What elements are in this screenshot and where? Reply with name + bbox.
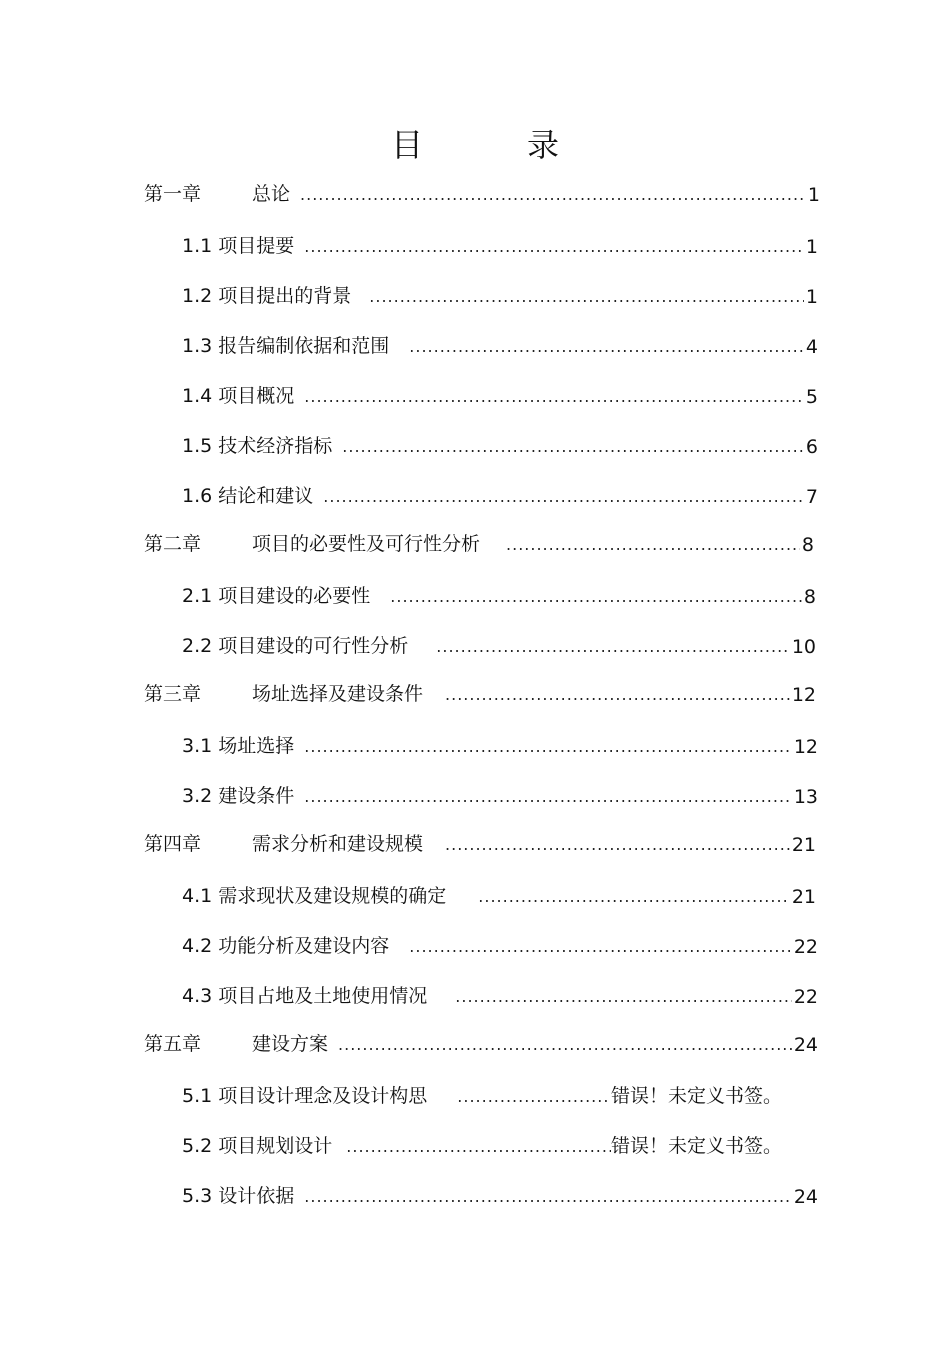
page-number: 24 [793, 1034, 818, 1056]
dot-leader [457, 1086, 611, 1108]
dot-leader [369, 286, 804, 308]
dot-leader [304, 1186, 792, 1208]
toc-entry-section-1-6[interactable] [182, 478, 818, 508]
entry-label: 4.1 需求现状及建设规模的确定 [182, 885, 447, 907]
entry-label: 1.3 报告编制依据和范围 [182, 335, 390, 357]
dot-leader [338, 1034, 792, 1056]
toc-entry-chapter-2[interactable] [144, 526, 814, 556]
dot-leader [323, 486, 804, 508]
chapter-number: 第三章 [144, 683, 202, 705]
dot-leader [506, 534, 800, 556]
chapter-number: 第一章 [144, 183, 202, 205]
chapter-number: 第五章 [144, 1033, 202, 1055]
toc-entry-section-5-2[interactable] [182, 1128, 782, 1158]
page-number: 5 [805, 386, 818, 408]
toc-entry-section-1-4[interactable] [182, 378, 818, 408]
dot-leader [409, 336, 804, 358]
page-number: 4 [805, 336, 818, 358]
toc-entry-chapter-4[interactable] [144, 826, 816, 856]
entry-label: 2.1 项目建设的必要性 [182, 585, 371, 607]
toc-entry-section-3-1[interactable] [182, 728, 818, 758]
entry-label: 1.6 结论和建议 [182, 485, 314, 507]
entry-label: 3.1 场址选择 [182, 735, 295, 757]
dot-leader [342, 436, 804, 458]
toc-entry-section-3-2[interactable] [182, 778, 818, 808]
chapter-number: 第二章 [144, 533, 202, 555]
entry-label: 2.2 项目建设的可行性分析 [182, 635, 409, 657]
toc-entry-section-4-2[interactable] [182, 928, 818, 958]
toc-entry-chapter-5[interactable] [144, 1026, 818, 1056]
page-number: 7 [805, 486, 818, 508]
toc-entry-section-5-1[interactable] [182, 1078, 782, 1108]
page-number: 8 [801, 534, 814, 556]
toc-entry-section-2-1[interactable] [182, 578, 816, 608]
toc-entry-section-4-3[interactable] [182, 978, 818, 1008]
page-number: 6 [805, 436, 818, 458]
dot-leader [478, 886, 790, 908]
page-title: 目 录 [390, 126, 595, 164]
dot-leader [409, 936, 792, 958]
dot-leader [304, 236, 804, 258]
page-number: 1 [805, 286, 818, 308]
toc-entry-section-4-1[interactable] [182, 878, 816, 908]
toc-entry-section-1-5[interactable] [182, 428, 818, 458]
toc-entry-chapter-3[interactable] [144, 676, 816, 706]
entry-label: 建设方案 [252, 1033, 329, 1055]
entry-label: 4.2 功能分析及建设内容 [182, 935, 390, 957]
entry-label: 3.2 建设条件 [182, 785, 295, 807]
dot-leader [304, 386, 804, 408]
toc-entry-section-2-2[interactable] [182, 628, 816, 658]
page-number: 24 [793, 1186, 818, 1208]
entry-label: 总论 [252, 183, 291, 205]
toc-entry-section-1-2[interactable] [182, 278, 818, 308]
entry-label: 1.1 项目提要 [182, 235, 295, 257]
entry-label: 5.1 项目设计理念及设计构思 [182, 1085, 428, 1107]
entry-label: 项目的必要性及可行性分析 [252, 533, 481, 555]
page-number: 错误！未定义书签。 [610, 1085, 782, 1107]
page-number: 22 [793, 936, 818, 958]
dot-leader [455, 986, 792, 1008]
dot-leader [445, 834, 790, 856]
toc-entry-section-5-3[interactable] [182, 1178, 818, 1208]
entry-label: 4.3 项目占地及土地使用情况 [182, 985, 428, 1007]
dot-leader [346, 1136, 611, 1158]
dot-leader [304, 736, 792, 758]
toc-entry-chapter-1[interactable] [144, 176, 820, 206]
page-number: 1 [807, 184, 820, 206]
toc-entry-section-1-3[interactable] [182, 328, 818, 358]
page-number: 错误！未定义书签。 [610, 1135, 782, 1157]
page-number: 13 [793, 786, 818, 808]
dot-leader [445, 684, 790, 706]
page-number: 1 [805, 236, 818, 258]
dot-leader [304, 786, 792, 808]
page-number: 10 [791, 636, 816, 658]
page-number: 21 [791, 834, 816, 856]
entry-label: 1.5 技术经济指标 [182, 435, 333, 457]
dot-leader [390, 586, 802, 608]
page-number: 12 [791, 684, 816, 706]
toc-entry-section-1-1[interactable] [182, 228, 818, 258]
dot-leader [300, 184, 806, 206]
entry-label: 1.2 项目提出的背景 [182, 285, 352, 307]
page-number: 8 [803, 586, 816, 608]
entry-label: 需求分析和建设规模 [252, 833, 424, 855]
chapter-number: 第四章 [144, 833, 202, 855]
dot-leader [436, 636, 790, 658]
page-number: 12 [793, 736, 818, 758]
entry-label: 5.2 项目规划设计 [182, 1135, 333, 1157]
entry-label: 场址选择及建设条件 [252, 683, 424, 705]
page-number: 21 [791, 886, 816, 908]
entry-label: 5.3 设计依据 [182, 1185, 295, 1207]
entry-label: 1.4 项目概况 [182, 385, 295, 407]
page-number: 22 [793, 986, 818, 1008]
